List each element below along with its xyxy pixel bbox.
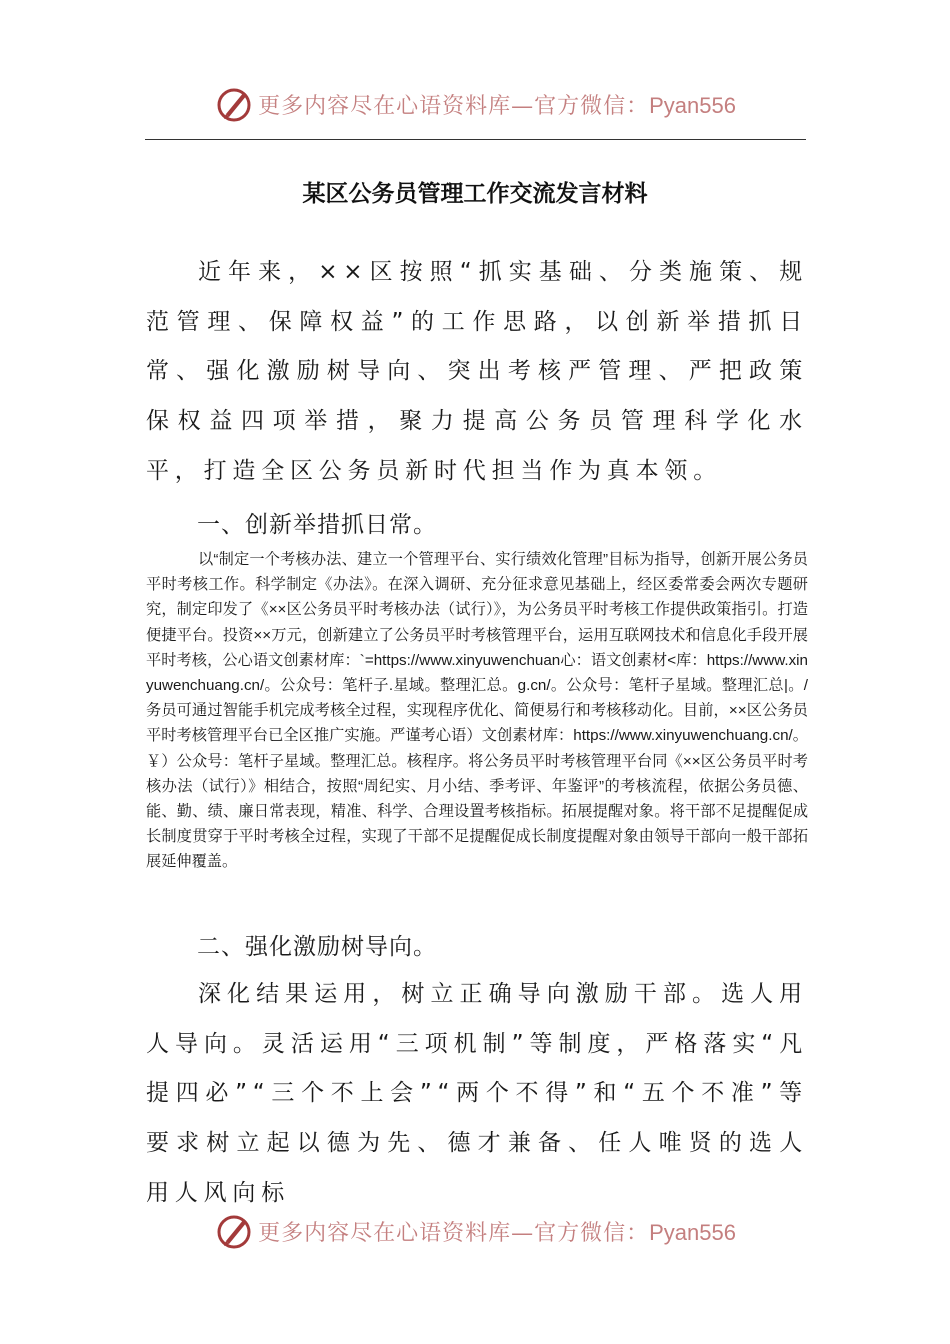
footer-watermark-banner (0, 1207, 950, 1255)
wechat-id: Pyan556 (649, 92, 736, 118)
pen-logo-icon (214, 1211, 254, 1251)
document-title: 某区公务员管理工作交流发言材料 (302, 180, 648, 207)
wechat-id: Pyan556 (649, 1219, 736, 1245)
section-1-body: 以“制定一个考核办法、建立一个管理平台、实行绩效化管理”目标为指导，创新开展公务员平时考核工作。科学制定《办法》。在深入调研、充分征求意见基础上，经区委常委会两次专题研究，制定印发了《××区公务员平时考核办法（试行）》，为公务员平时考核工作提供政策指引。打造便捷平台。投资××万元，创新建立了公务员平时考核管理平台，运用互联网技术和信息化手段开展平时考核，公心语文创素材库：`=https://www.xinyuwenchuan心：语文创素材<库：https://www.xinyuwenchuang.cn/。公众号：笔杆子.星域。整理汇总。g.cn/。公众号：笔杆子星域。整理汇总|。/务员可通过智能手机完成考核全过程，实现程序优化、简便易行和考核移动化。目前，××区公务员平时考核管理平台已全区推广实施。严谨考心语）文创素材库：https://www.xinyuwenchuang.cn/。￥）公众号：笔杆子星域。整理汇总。核程序。将公务员平时考核管理平台同《××区公务员平时考核办法（试行）》相结合，按照“周纪实、月小结、季考评、年鉴评”的考核流程，依据公务员德、能、勤、绩、廉日常表现，精准、科学、合理设置考核指标。拓展提醒对象。将干部不足提醒促成长制度贯穿于平时考核全过程，实现了干部不足提醒促成长制度提醒对象由领导干部向一般干部拓展延伸覆盖。 (146, 551, 808, 871)
section-heading-2: 二、强化激励树导向。 (197, 934, 437, 960)
banner-text: 更多内容尽在心语资料库—官方微信：Pyan556 (258, 92, 736, 119)
pen-logo-icon (214, 84, 254, 124)
header-watermark-banner (0, 80, 950, 128)
banner-text: 更多内容尽在心语资料库—官方微信：Pyan556 (258, 1219, 736, 1246)
section-2-body: 深化结果运用，树立正确导向激励干部。选人用人导向。灵活运用“三项机制”等制度，严格落实“凡提四必”“三个不上会”“两个不得”和“五个不准”等要求树立起以德为先、德才兼备、任人唯贤的选人用人风向标 (146, 981, 808, 1206)
header-divider (145, 139, 806, 140)
section-heading-1: 一、创新举措抓日常。 (197, 512, 437, 538)
intro-paragraph: 近年来，××区按照“抓实基础、分类施策、规范管理、保障权益”的工作思路，以创新举措抓日常、强化激励树导向、突出考核严管理、严把政策保权益四项举措，聚力提高公务员管理科学化水平，打造全区公务员新时代担当作为真本领。 (146, 259, 808, 484)
